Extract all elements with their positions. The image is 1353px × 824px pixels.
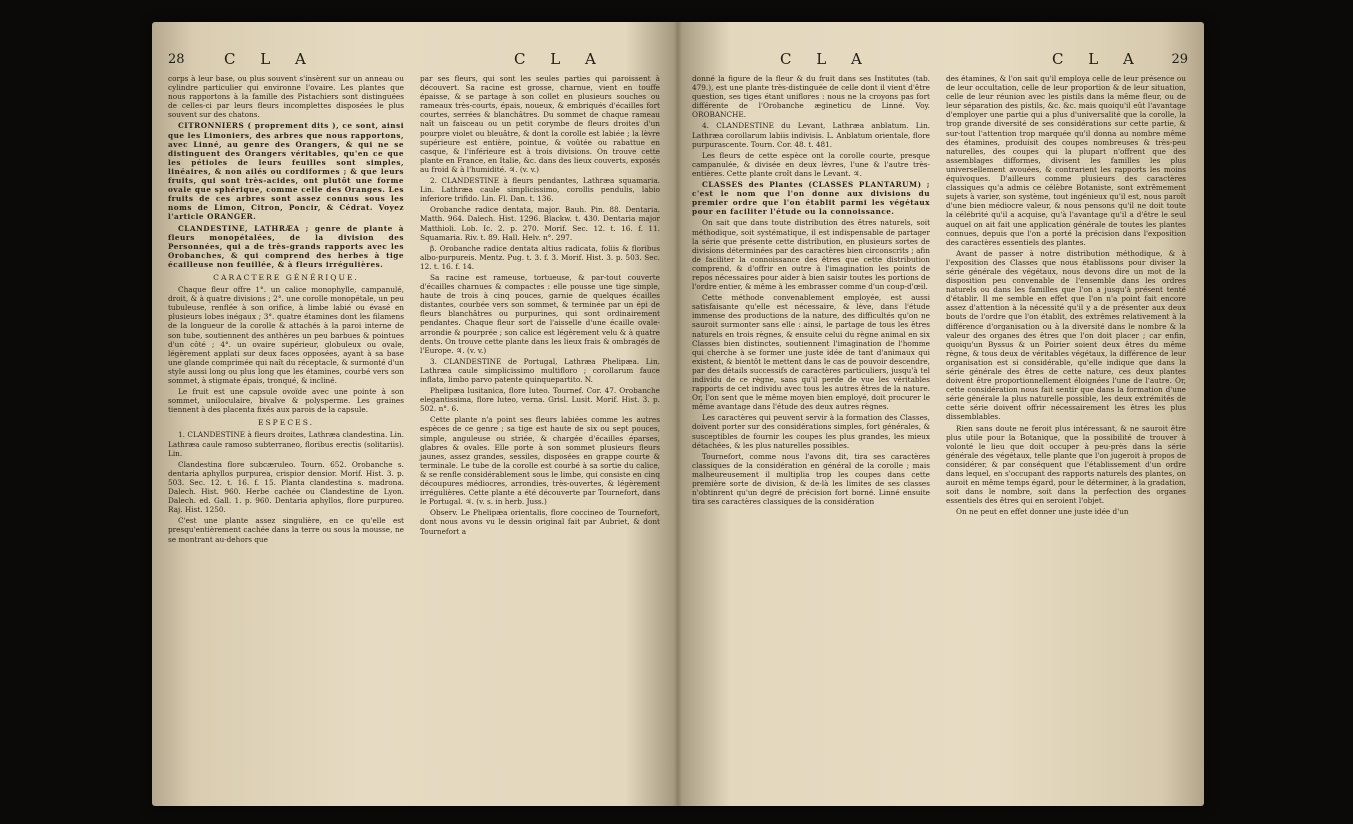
paragraph: Les fleurs de cette espèce ont la corolle courte, presque campanulée, & divisée en deux lèvres, l'une & l'autre très-entières. Cette plante croît dans le Levant. ♃.	[692, 150, 930, 178]
section-heading: ESPECES.	[257, 418, 315, 428]
paragraph: C'est une plante assez singulière, en ce qu'elle est presqu'entièrement cachée dans la terre ou sous la mousse, ne se montrant au-dehors que	[168, 516, 404, 544]
paragraph: β. Orobanche radice dentata altius radicata, foliis & floribus albo-purpureis. Mentz. Pug. t. 3. f. 3. Morif. Hist. 3. p. 503. Sec. 12. t. 16. f. 14.	[420, 243, 660, 271]
paragraph: Les caractères qui peuvent servir à la formation des Classes, doivent porter sur des considérations simples, fort générales, & susceptibles de fournir les coupes les plus grandes, les mieux détachées, & les plus naturelles possibles.	[692, 413, 930, 450]
paragraph: Cette méthode convenablement employée, est aussi satisfaisante qu'elle est nécessaire, & lève, dans l'étude immense des productions de la nature, des difficultés qu'on ne sauroit surmonter sans elle : ainsi, le partage de tous les êtres naturels en trois règnes, & ensuite celui du règne animal en six Classes bien distinctes, soutiennent l'imagination de l'homme qui cherche à se former une juste idée de tant d'animaux qui existent, & bientôt le mettent dans le cas de pouvoir descendre, par des détails successifs de caractères particuliers, jusqu'à tel individu de ce règne, sans qu'il perde de vue les véritables rapports de cet individu avec tous les autres êtres de la nature. Or, l'on sent que le même moyen bien employé, doit procurer le même avantage dans l'étude des deux autres règnes.	[692, 293, 930, 412]
paragraph: Clandestina flore subcæruleo. Tourn. 652. Orobanche s. dentaria aphyllos purpurea, crispior densior. Morif. Hist. 3. p. 503. Sec. 12. t. 16. f. 15. Planta clandestina s. madrona. Dalech. Hist. 960. Herbe cachée ou Clandestine de Lyon. Dalech. ed. Gall. 1. p. 960. Dentaria aphyllos, flore purpureo. Raj. Hist. 1250.	[168, 459, 404, 515]
left-col-2	[420, 74, 660, 538]
paragraph: Cette plante n'a point ses fleurs labiées comme les autres espèces de ce genre ; sa tige est haute de six ou sept pouces, simple, anguleuse ou striée, & chargée d'écailles éparses, glabres & ovales. Elle porte à son sommet plusieurs fleurs jaunes, assez grandes, sessiles, disposées en grappe courte & terminale. Le tube de la corolle est courbé à sa sortie du calice, & se renfle considérablement sous le limbe, qui consiste en cinq découpures médiocres, arrondies, très-ouvertes, & légèrement irrégulières. Cette plante a été découverte par Tournefort, dans le Portugal. ♃. (v. s. in herb. Juss.)	[420, 415, 660, 507]
paragraph: Le fruit est une capsule ovoïde avec une pointe à son sommet, uniloculaire, bivalve & polysperme. Les graines tiennent à des placenta fixés aux parois de la capsule.	[168, 387, 404, 415]
running-head-left: C L A	[224, 50, 316, 68]
book-spread	[152, 22, 1204, 806]
paragraph: par ses fleurs, qui sont les seules parties qui paroissent à découvert. Sa racine est grosse, charnue, vient en touffe épaisse, & se partage à son collet en plusieurs souches ou rameaux très-courts, épais, noueux, & embriqués d'écailles fort courtes, serrées & blanchâtres. Du sommet de chaque rameau naît un faisceau ou un petit corymbe de fleurs droites d'un pourpre violet ou bleuâtre, & dont la corolle est labiée ; la lèvre supérieure est entière, pointue, & voûtée ou rabattue en casque, & l'inférieure est à trois divisions. On trouve cette plante en France, en Italie, &c. dans des lieux couverts, exposés au froid & à l'humidité. ♃. (v. v.)	[420, 74, 660, 174]
paragraph: 4. CLANDESTINE du Levant, Lathræa anblatum. Lin. Lathræa corollarum labiis indivisis. L. Anblatum orientale, flore purpurascente. Tourn. Cor. 48. t. 481.	[692, 121, 930, 149]
paragraph: On ne peut en effet donner une juste idée d'un	[956, 507, 1129, 517]
running-head-right-col1: C L A	[780, 50, 872, 68]
entry-classes: CLASSES des Plantes (CLASSES PLANTARUM) ; c'est le nom que l'on donne aux divisions du premier ordre que l'on établit parmi les végétaux pour en faciliter l'étude ou la connoissance.	[692, 180, 930, 217]
paragraph: Tournefort, comme nous l'avons dit, tira ses caractères classiques de la considération en général de la corolle ; mais malheureusement il multiplia trop les coupes dans cette première sorte de division, & de-là les limites de ses classes n'obtinrent qu'un degré de précision fort borné. Linné ensuite tira ses caractères classiques de la considération	[692, 451, 930, 507]
entry-citronniers: CITRONNIERS ( proprement dits ), ce sont, ainsi que les Limoniers, des arbres que nous rapportons, avec Linné, au genre des Orangers, & qui ne se distinguent des Orangers véritables, qu'en ce que les pétioles de leurs feuilles sont simples, linéaires, & non ailés ou cordiformes ; & que leurs fruits, qui sont très-acides, ont plutôt une forme ovale que sphérique, comme celle des Oranges. Les fruits de ces arbres sont assez connus sous les noms de Limon, Citron, Poncir, & Cédrat. Voyez l'article ORANGER.	[168, 121, 404, 222]
right-running-head	[692, 50, 1188, 68]
paragraph: Rien sans doute ne feroit plus intéressant, & ne sauroit être plus utile pour la Botanique, que la possibilité de trouver à volonté le lieu que doit occuper à peu-près dans la série générale des végétaux, telle plante que l'on jugeroit à propos de considérer, & par conséquent que l'établissement d'un ordre dans lequel, en s'occupant des rapports naturels des plantes, on auroit en même temps égard, pour le déterminer, à la gradation, soit dans le nombre, soit dans la perfection des organes essentiels des êtres qui en seroient l'objet.	[946, 423, 1186, 506]
paragraph: 3. CLANDESTINE de Portugal, Lathræa Phelipæa. Lin. Lathræa caule simplicissimo multifloro ; corollarum fauce inflata, limbo parvo patente quinquepartito. N.	[420, 356, 660, 384]
left-running-head	[168, 50, 664, 68]
paragraph: des étamines, & l'on sait qu'il employa celle de leur présence ou de leur occultation, celle de leur proportion & de leur situation, celle de leur réunion avec les pistils dans la même fleur, ou de leur séparation des pistils, &c. &c. mais quoiqu'il eût l'avantage d'employer une partie qui a plus d'universalité que la corolle, la trop grande diversité de ses considérations sur cette partie, & sur-tout l'attention trop marquée qu'il donna au nombre même des étamines, produisit des coupes nombreuses & très-peu naturelles, des coupes qui la plupart n'offrent que des assemblages difformes, divisent les familles les plus universellement avouées, & contrarient les rapports les moins équivoques. D'ailleurs comme plusieurs des caractères classiques qu'a admis ce célèbre Botaniste, sont extrêmement sujets à varier, son système, tout ingénieux qu'il est, nous paroît d'une bien médiocre valeur, & nous pensons qu'il ne doit toute la célébrité qu'il a acquise, qu'à l'avantage qu'il a d'être le seul auquel on ait fait une application générale de toutes les plantes connues, depuis que l'on a porté la précision dans l'exposition des caractères essentiels des plantes.	[946, 74, 1186, 247]
paragraph: donné la figure de la fleur & du fruit dans ses Institutes (tab. 479.), est une plante très-distinguée de celle dont il vient d'être question, ses tiges étant uniflores : nous ne la croyons pas fort différente de l'Orobanche ægineticu de Linné. Voy. OROBANCHE.	[692, 74, 930, 120]
paragraph: Avant de passer à notre distribution méthodique, & à l'exposition des Classes que nous établissons pour diviser la série générale des végétaux, nous devons dire un mot de la disposition peu convenable de l'ensemble dans les ordres naturels ou dans les familles que l'on a jusqu'à présent tenté d'établir. Il me semble en effet que l'on n'a point fait encore assez d'attention à la nécessité qu'il y a de présenter aux deux bouts de l'ordre que l'on établit, des extrêmes relativement à la différence d'organisation ou à la diversité dans le nombre & la valeur des organes des êtres que l'on doit placer ; car enfin, quoiqu'un Byssus & un Poirier soient deux êtres du même règne, & tous deux de véritables végétaux, la différence de leur organisation est si considérable, qu'elle indique que dans la série générale des êtres de cette nature, ces deux plantes doivent être proportionnellement éloignées l'une de l'autre. Or, cette considération nous fait sentir que dans la formation d'une série générale la plus naturelle possible, les deux extrémités de cette série doivent offrir nécessairement les êtres les plus dissemblables.	[946, 248, 1186, 422]
paragraph: Sa racine est rameuse, tortueuse, & par-tout couverte d'écailles charnues & compactes : elle pousse une tige simple, haute de trois à cinq pouces, garnie de quelques écailles distantes, courbée vers son sommet, & terminée par un épi de fleurs blanchâtres ou purpurines, qui sont ordinairement pendantes. Chaque fleur sort de l'aisselle d'une écaille ovale-arrondie & pourprée ; son calice est légèrement velu & à quatre dents. On trouve cette plante dans les lieux frais & ombragés de l'Europe. ♃. (v. v.)	[420, 272, 660, 355]
running-head-left-col2: C L A	[514, 50, 606, 68]
entry-clandestine: CLANDESTINE, LATHRÆA ; genre de plante à fleurs monopétalées, de la division des Personnées, qui a de très-grands rapports avec les Orobanches, & qui comprend des herbes à tige écailleuse non feuillée, & à fleurs irrégulières.	[168, 223, 404, 269]
left-page	[168, 50, 664, 788]
page-number-left: 28	[168, 52, 185, 67]
paragraph: Observ. Le Phelipæa orientalis, flore coccineo de Tournefort, dont nous avons vu le dessin original fait par Aubriet, & dont Tournefort a	[420, 508, 660, 536]
right-col-1	[692, 74, 930, 508]
paragraph: Chaque fleur offre 1°. un calice monophylle, campanulé, droit, & à quatre divisions ; 2°. une corolle monopétale, un peu tubuleuse, renflée à son orifice, à limbe labié ou évasé en plusieurs lobes inégaux ; 3°. quatre étamines dont les filamens de la longueur de la corolle & attachés à la paroi interne de son tube, soutiennent des anthères un peu barbues & pointues d'un côté ; 4°. un ovaire supérieur, globuleux ou ovale, légèrement applati sur deux faces opposées, ayant à sa base une glande comprimée qui naît du réceptacle, & surmonté d'un style aussi long ou plus long que les étamines, courbé vers son sommet, à stigmate épais, tronqué, & incliné.	[168, 285, 404, 385]
section-heading: CARACTERE GÉNÉRIQUE.	[213, 272, 359, 282]
paragraph: Phelipæa lusitanica, flore luteo. Tournef. Cor. 47. Orobanche elegantissima, flore luteo, verna. Grisl. Lusit. Morif. Hist. 3. p. 502. n°. 6.	[420, 386, 660, 414]
right-col-2	[946, 74, 1186, 519]
right-page	[692, 50, 1188, 788]
running-head-right: C L A	[1052, 50, 1144, 68]
left-col-1	[168, 74, 404, 546]
paragraph: 1. CLANDESTINE à fleurs droites, Lathræa clandestina. Lin. Lathræa caule ramoso subterraneo, floribus erectis (solitariis). Lin.	[168, 430, 404, 458]
paragraph: On sait que dans toute distribution des êtres naturels, soit méthodique, soit systématique, il est indispensable de partager la série que présente cette distribution, en plusieurs sortes de divisions déterminées par des caractères bien circonscrits ; afin de faciliter la connoissance des êtres que cette distribution comprend, & d'offrir en outre à l'imagination les points de repos nécessaires pour aider à bien saisir toutes les portions de l'ordre entier, & même à les embrasser comme d'un coup-d'œil.	[692, 218, 930, 292]
paragraph: 2. CLANDESTINE à fleurs pendantes, Lathræa squamaria. Lin. Lathræa caule simplicissimo, corollis pendulis, labio inferiore trifido. Lin. Fl. Dan. t. 136.	[420, 176, 660, 204]
paragraph: Orobanche radice dentata, major. Bauh. Pin. 88. Dentaria. Matth. 964. Dalech. Hist. 1296. Blackw. t. 430. Dentaria major Matthioli. Lob. Ic. 2. p. 270. Morif. Sec. 12. t. 16. f. 11. Squamaria. Riv. t. 89. Hall. Helv. n°. 297.	[420, 205, 660, 242]
paragraph: corps à leur base, ou plus souvent s'insèrent sur un anneau ou cylindre particulier qui environne l'ovaire. Les plantes que nous rapportons à la famille des Pistachiers sont distinguées de celles-ci par leurs fleurs incomplettes disposées le plus souvent sur des chatons.	[168, 74, 404, 120]
page-number-right: 29	[1171, 52, 1188, 67]
